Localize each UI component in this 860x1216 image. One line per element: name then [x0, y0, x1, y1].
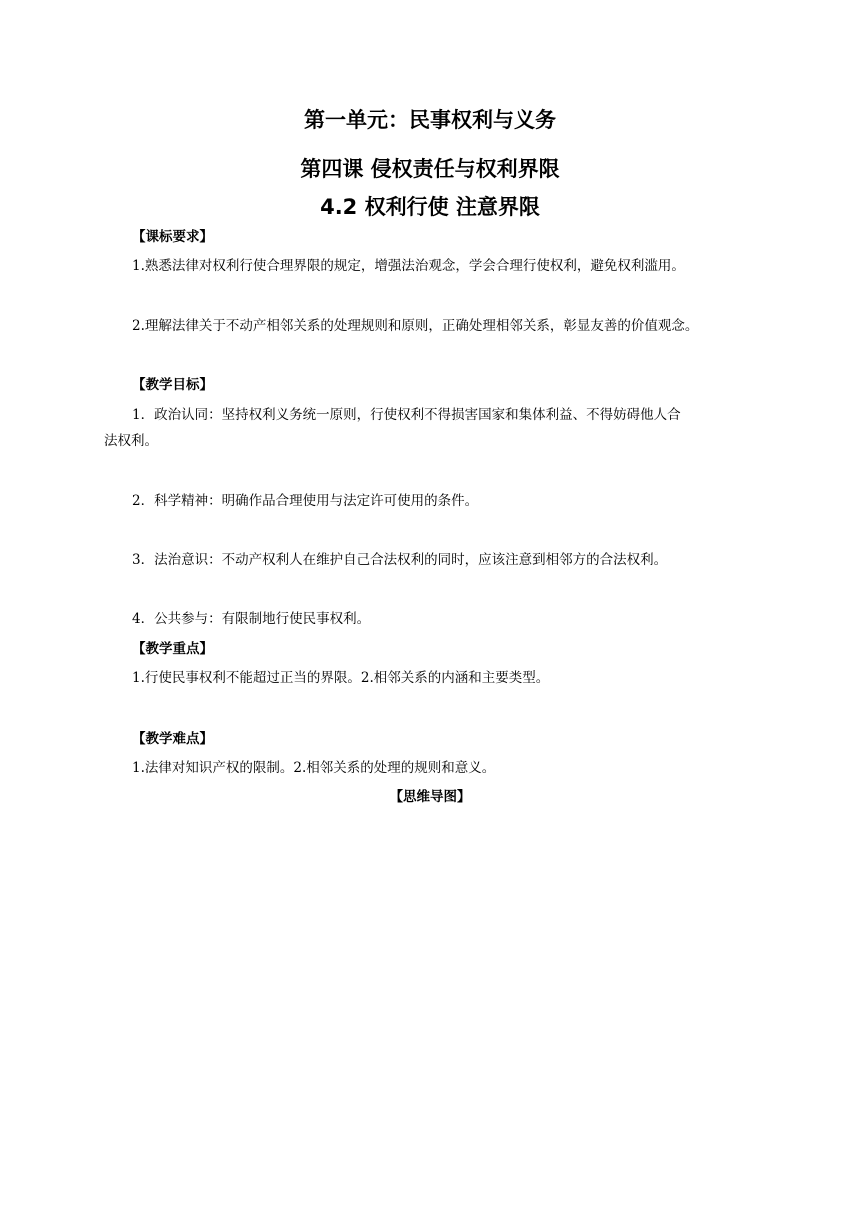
key-points-heading: 【教学重点】	[132, 641, 213, 657]
difficulties-text: 1.法律对知识产权的限制。2.相邻关系的处理的规则和意义。	[132, 760, 496, 776]
standards-heading: 【课标要求】	[132, 229, 213, 245]
mind-map-heading: 【思维导图】	[389, 789, 471, 805]
key-points-text: 1.行使民事权利不能超过正当的界限。2.相邻关系的内涵和主要类型。	[132, 670, 550, 686]
section-title: 4.2 权利行使 注意界限	[320, 195, 540, 219]
objective-2: 2．科学精神：明确作品合理使用与法定许可使用的条件。	[132, 493, 479, 509]
objective-3: 3．法治意识：不动产权利人在维护自己合法权利的同时，应该注意到相邻方的合法权利。	[132, 552, 668, 568]
objectives-heading: 【教学目标】	[132, 377, 213, 393]
difficulties-heading: 【教学难点】	[132, 731, 213, 747]
objective-4: 4．公共参与：有限制地行使民事权利。	[132, 611, 371, 627]
standards-item-2: 2.理解法律关于不动产相邻关系的处理规则和原则，正确处理相邻关系，彰显友善的价值观念。	[132, 318, 699, 334]
lesson-title: 第四课 侵权责任与权利界限	[300, 157, 560, 181]
objective-1-line-2: 法权利。	[104, 433, 158, 449]
unit-title: 第一单元：民事权利与义务	[304, 108, 556, 132]
standards-item-1: 1.熟悉法律对权利行使合理界限的规定，增强法治观念，学会合理行使权利，避免权利滥用。	[132, 258, 685, 274]
objective-1-line-1: 1．政治认同：坚持权利义务统一原则，行使权利不得损害国家和集体利益、不得妨碍他人合	[132, 407, 681, 423]
